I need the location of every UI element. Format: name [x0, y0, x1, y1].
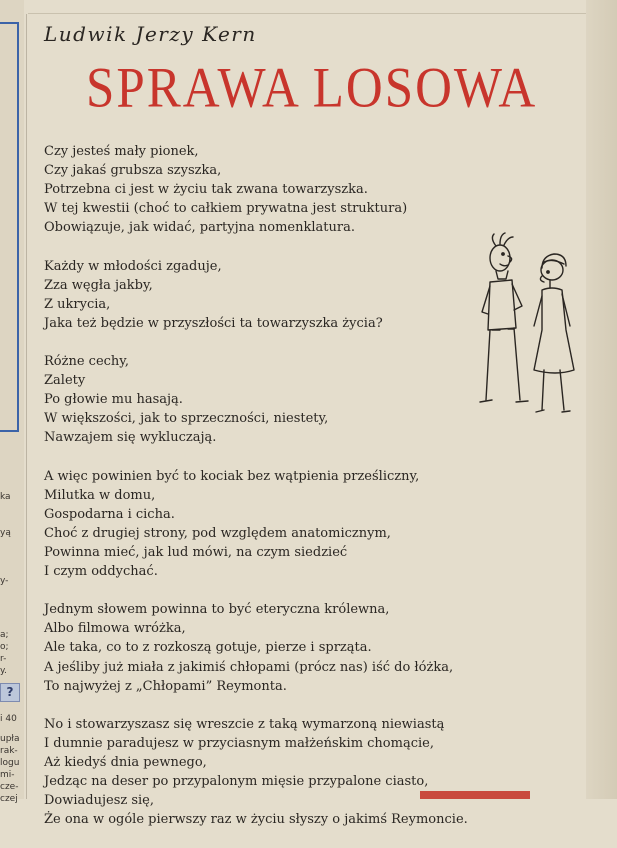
poem-line: Po głowie mu hasają. — [44, 392, 183, 408]
left-column-fragment: czej — [0, 794, 18, 804]
left-column-fragment: cze- — [0, 782, 19, 792]
left-column-fragment: o; — [0, 642, 9, 652]
poem-line: W tej kwestii (choć to całkiem prywatna jest struktura) — [44, 201, 408, 217]
left-column-fragment: yą — [0, 528, 11, 538]
poem-line: Czy jakaś grubsza szyszka, — [44, 163, 222, 179]
poem-line: Jednym słowem powinna to być eteryczna królewna, — [44, 602, 390, 618]
poem-line: Albo filmowa wróżka, — [44, 621, 186, 637]
poem-line: A jeśliby już miała z jakimiś chłopami (prócz nas) iść do łóżka, — [44, 659, 454, 675]
poem-line: I dumnie paradujesz w przyciasnym małżeńskim chomącie, — [44, 735, 434, 751]
man-figure — [480, 233, 528, 402]
woman-figure — [534, 254, 574, 412]
poem-stanza — [44, 715, 589, 830]
left-column-fragment: mi- — [0, 770, 15, 780]
top-rule — [28, 13, 588, 14]
poem-line: Milutka w domu, — [44, 487, 156, 503]
poem-line: Jaka też będzie w przyszłości ta towarzyszka życia? — [44, 315, 383, 331]
left-column-fragment: y. — [0, 666, 7, 676]
poem-line: Nawzajem się wykluczają. — [44, 430, 217, 446]
poem-stanza — [44, 467, 589, 582]
poem-line: Z ukrycia, — [44, 296, 111, 312]
left-column-fragment: rak- — [0, 746, 18, 756]
right-page-edge — [586, 0, 617, 799]
poem-line: I czym oddychać. — [44, 564, 158, 580]
poem-line: Zalety — [44, 373, 86, 389]
column-divider — [26, 14, 27, 799]
author-name: Ludwik Jerzy Kern — [44, 22, 257, 46]
poem-line: Dowiadujesz się, — [44, 793, 155, 809]
poem-line: Potrzebna ci jest w życiu tak zwana towarzyszka. — [44, 182, 368, 198]
poem-line: W większości, jak to sprzeczności, niestety, — [44, 411, 329, 427]
poem-line: Ale taka, co to z rozkoszą gotuje, pierze i sprząta. — [44, 640, 372, 656]
poem-line: Aż kiedyś dnia pewnego, — [44, 755, 207, 770]
poem-line: Że ona w ogóle pierwszy raz w życiu słyszy o jakimś Reymoncie. — [44, 812, 468, 828]
left-column-fragment: ka — [0, 492, 11, 502]
left-column-fragment: y- — [0, 576, 9, 586]
poem-line: Choć z drugiej strony, pod względem anatomicznym, — [44, 525, 391, 541]
poem-stanza — [44, 600, 589, 695]
poem-line: Obowiązuje, jak widać, partyjna nomenklatura. — [44, 220, 355, 236]
poem-line: Każdy w młodości zgaduje, — [44, 258, 222, 274]
left-column-fragment: i 40 — [0, 714, 17, 724]
poem-line: Zza węgła jakby, — [44, 277, 153, 293]
poem-line: Gospodarna i cicha. — [44, 506, 175, 522]
poem-line: A więc powinien być to kociak bez wątpienia prześliczny, — [44, 468, 420, 484]
left-column-fragment: logu — [0, 758, 20, 768]
left-column-question-box: ? — [0, 683, 20, 702]
poem-line: No i stowarzyszasz się wreszcie z taką wymarzoną niewiastą — [44, 716, 445, 732]
poem-line: Czy jesteś mały pionek, — [44, 144, 199, 159]
poem-line: Powinna mieć, jak lud mówi, na czym siedzieć — [44, 544, 348, 560]
left-column-frame — [0, 22, 19, 432]
poem-line: Jedząc na deser po przypalonym mięsie przypalone ciasto, — [44, 774, 429, 790]
poem-title: SPRAWA LOSOWA — [86, 57, 538, 120]
left-column-fragment: upła — [0, 734, 20, 744]
poem-stanza — [44, 142, 589, 237]
left-column-fragment: r- — [0, 654, 7, 664]
poem-line: Różne cechy, — [44, 354, 130, 370]
couple-cartoon-illustration — [462, 230, 587, 425]
left-column-fragment: a; — [0, 630, 9, 640]
poem-line: To najwyżej z „Chłopami” Reymonta. — [44, 678, 287, 694]
